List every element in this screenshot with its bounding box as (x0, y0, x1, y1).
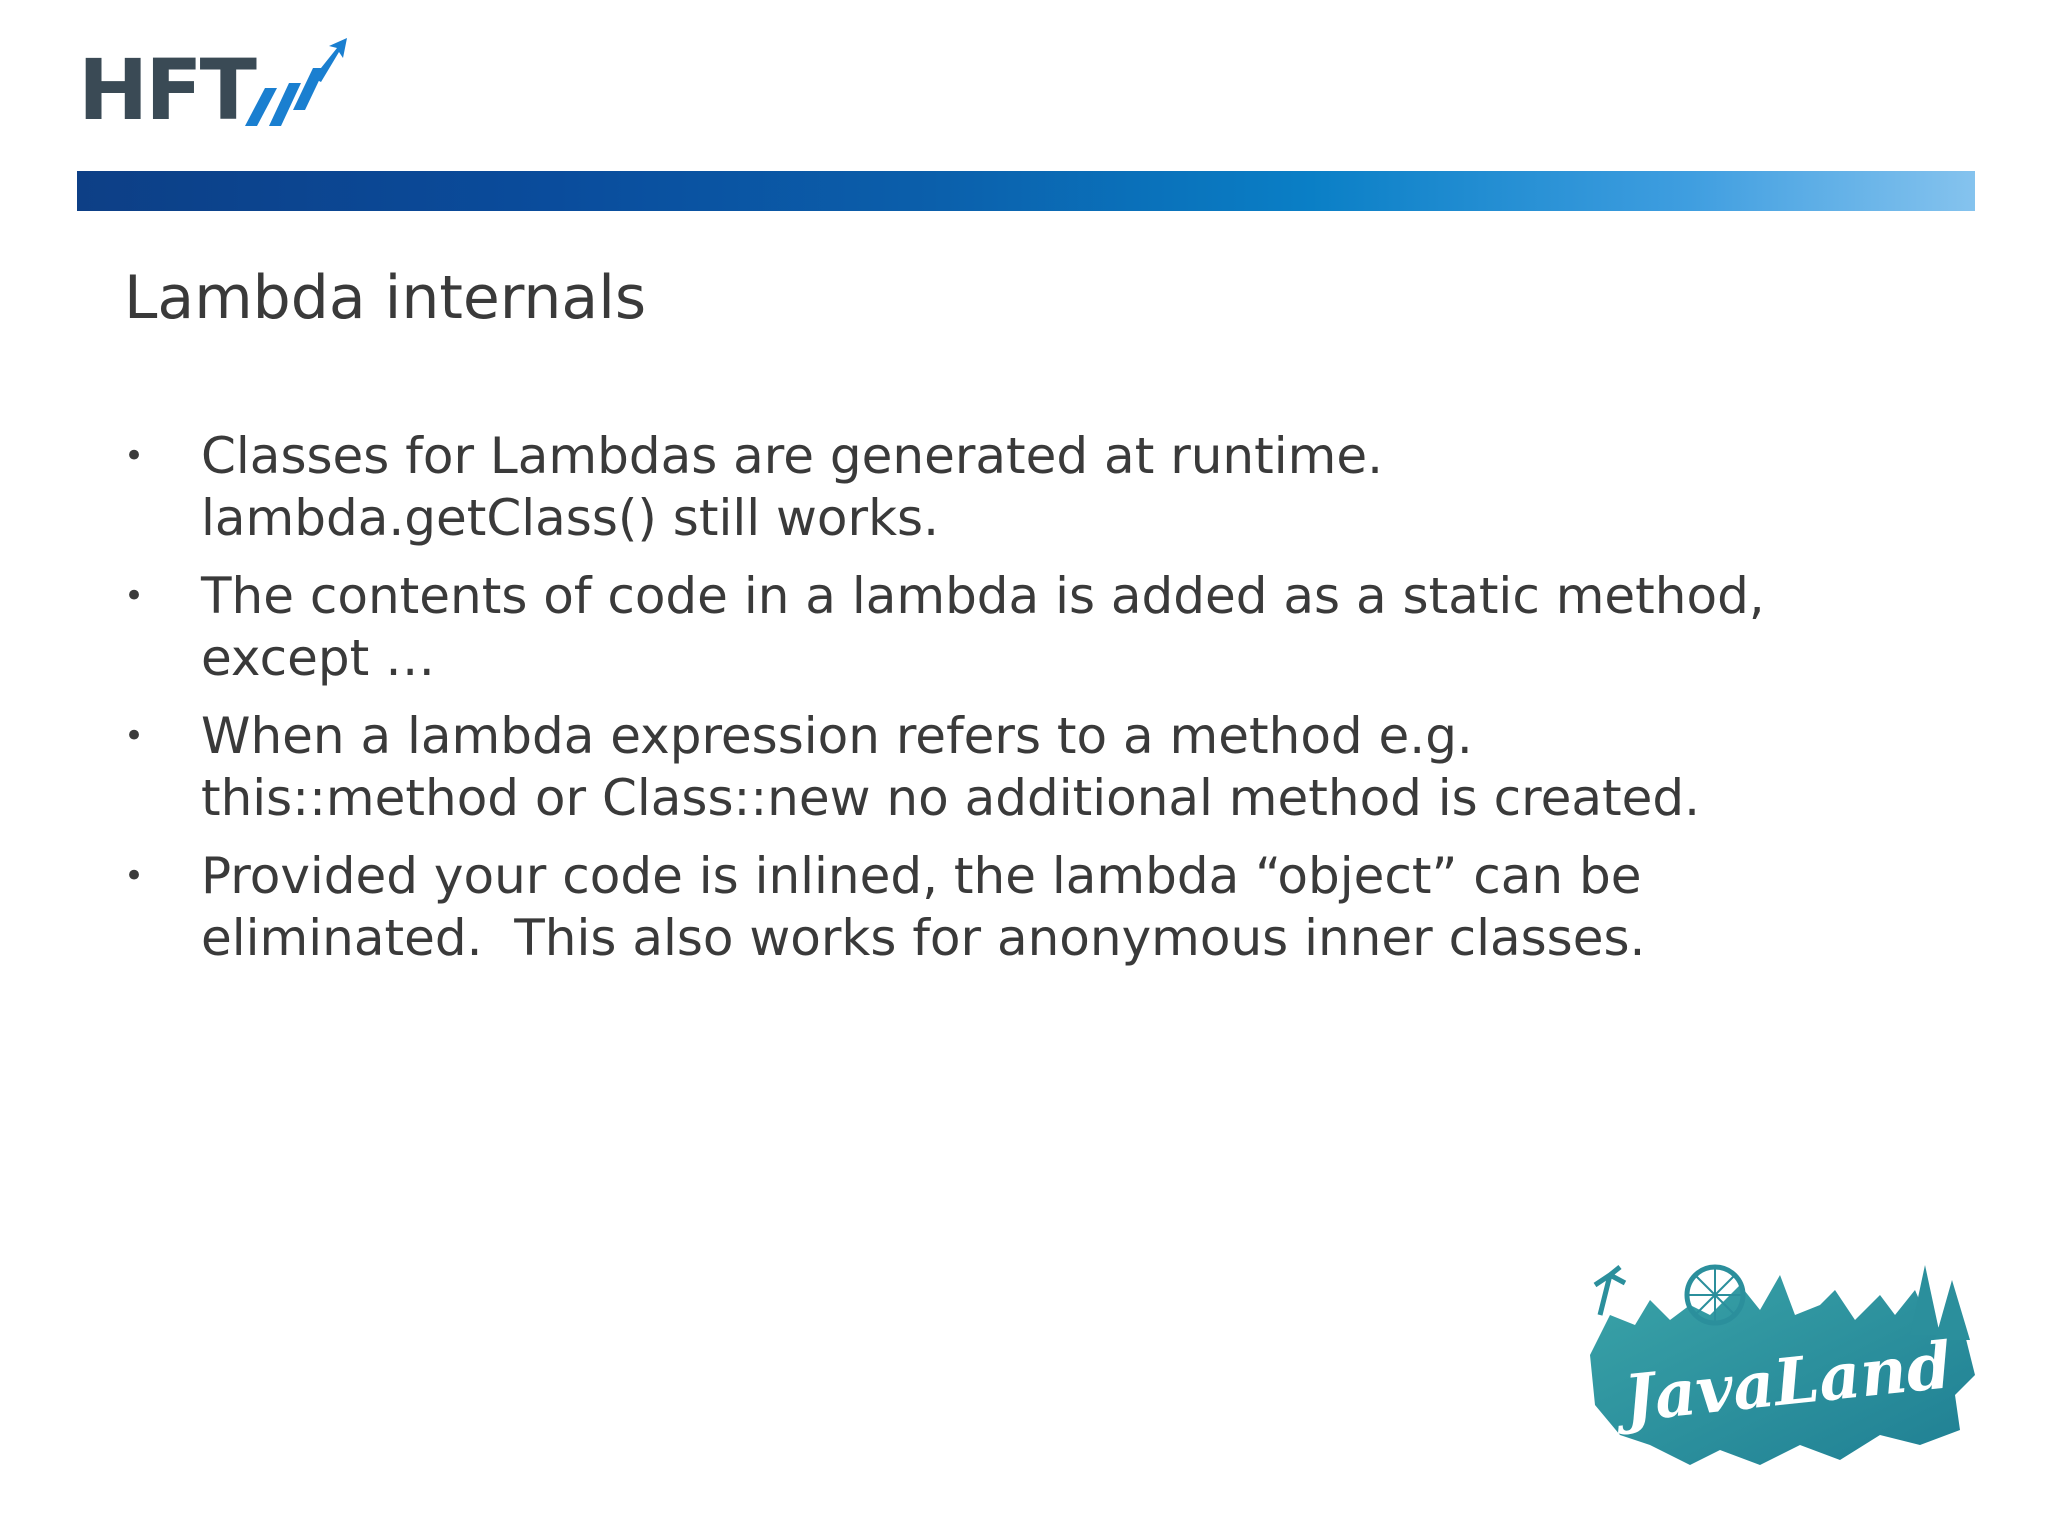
hft-logo-text: HFT (78, 41, 254, 139)
hft-logo (78, 38, 348, 138)
bullet-marker: • (124, 716, 145, 756)
javaland-logo-text: JavaLand (1620, 1328, 1955, 1438)
bullet-text-line: this::method or Class::new no additional method is created. (201, 769, 1700, 827)
bullet-text-line: Classes for Lambdas are generated at runtime. (201, 427, 1383, 485)
header-gradient-band (77, 171, 1975, 211)
bullet-list (124, 425, 1944, 985)
bullet-marker: • (124, 856, 145, 896)
bullet-marker: • (124, 436, 145, 476)
bullet-text-line: eliminated. This also works for anonymous inner classes. (201, 909, 1646, 967)
bullet-text-line: lambda.getClass() still works. (201, 489, 939, 547)
bullet-marker: • (124, 576, 145, 616)
bullet-text-line: When a lambda expression refers to a method e.g. (201, 707, 1473, 765)
bullet-item (124, 565, 1944, 689)
slide-title: Lambda internals (124, 263, 647, 333)
bullet-item (124, 845, 1944, 969)
bullet-text-line: except … (201, 629, 436, 687)
bullet-text-line: The contents of code in a lambda is added as a static method, (201, 567, 1765, 625)
javaland-logo (1580, 1245, 1980, 1475)
hft-chart-arrow-icon (243, 38, 348, 133)
bullet-item (124, 425, 1944, 549)
bullet-text-line: Provided your code is inlined, the lambda “object” can be (201, 847, 1642, 905)
bullet-item (124, 705, 1944, 829)
